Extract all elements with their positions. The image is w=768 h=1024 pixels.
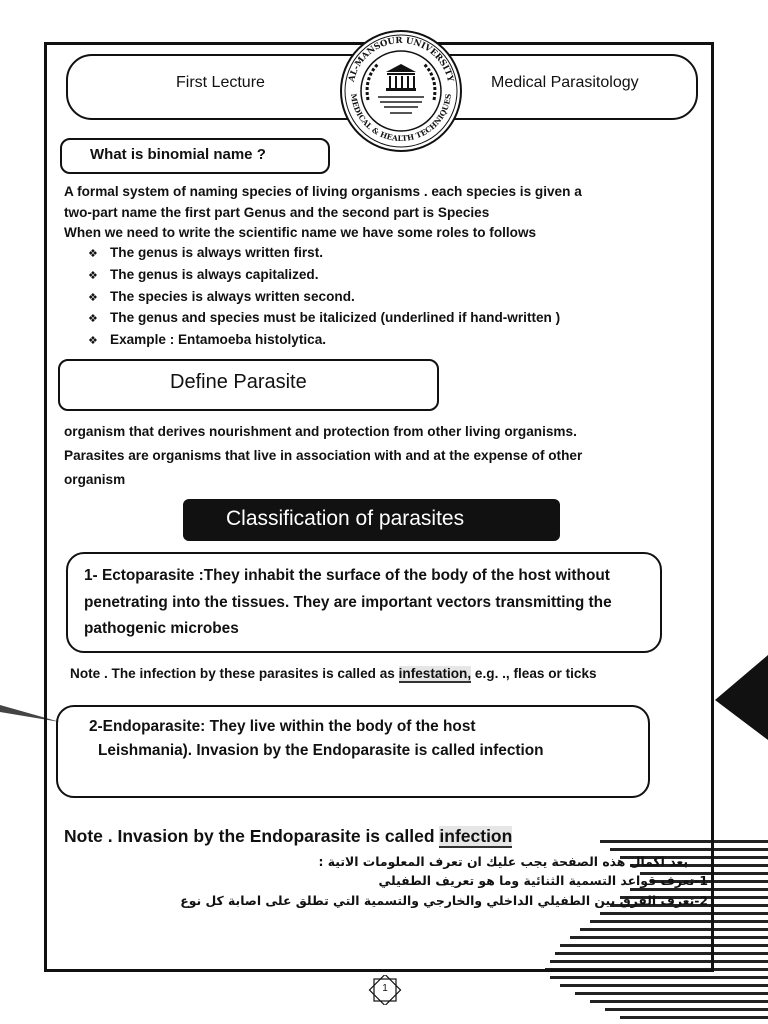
- binomial-rules-list: [88, 243, 560, 352]
- rule-text: The species is always written second.: [110, 288, 355, 304]
- binomial-heading: What is binomial name ?: [90, 146, 266, 163]
- list-item: [88, 287, 560, 309]
- rule-text: The genus is always capitalized.: [110, 266, 319, 282]
- seal-bottom-text: MEDICAL & HEALTH TECHNIQUES: [348, 92, 453, 144]
- parasite-definition-line: Parasites are organisms that live in association with and at the expense of other: [64, 448, 583, 463]
- ectoparasite-text: 1- Ectoparasite :They inhabit the surface of the body of the host without penetrating into the tissues. They are important vectors transmitting the pathogenic microbes: [84, 567, 612, 637]
- highlighted-term: infestation,: [398, 666, 472, 681]
- highlighted-term: infection: [439, 826, 513, 846]
- lecture-title: First Lecture: [176, 74, 265, 91]
- bullet-diamond-icon: ❖: [88, 248, 98, 260]
- list-item: [88, 330, 560, 352]
- rule-text: Example : Entamoeba histolytica.: [110, 332, 327, 348]
- bullet-diamond-icon: ❖: [88, 269, 98, 282]
- bullet-diamond-icon: ❖: [88, 313, 98, 326]
- infestation-note: [70, 666, 597, 681]
- binomial-definition-line: two-part name the first part Genus and the second part is Species: [64, 205, 490, 220]
- bullet-diamond-icon: ❖: [88, 291, 98, 304]
- parasite-definition-line: organism that derives nourishment and protection from other living organisms.: [64, 424, 577, 439]
- parasite-definition-line: organism: [64, 472, 126, 487]
- note-text: e.g. ., fleas or ticks: [471, 666, 597, 681]
- list-item: [88, 243, 560, 265]
- note-text: Note . Invasion by the Endoparasite is called: [64, 826, 440, 846]
- infection-note: [64, 826, 512, 847]
- list-item: [88, 265, 560, 287]
- bullet-diamond-icon: ❖: [88, 335, 98, 348]
- course-title: Medical Parasitology: [491, 74, 639, 91]
- list-item: [88, 308, 560, 330]
- note-text: Note . The infection by these parasites is called as: [70, 666, 399, 681]
- endoparasite-line: 2-Endoparasite: They live within the body of the host: [89, 718, 476, 735]
- rule-text: The genus and species must be italicized (underlined if hand-written ): [110, 310, 561, 326]
- parasite-heading: Define Parasite: [170, 371, 307, 393]
- arabic-objective: 2-تعرف الفرق بين الطفيلي الداخلي والخارجي والتسمية التي تطلق على اصابة كل نوع: [180, 893, 708, 908]
- classification-heading: Classification of parasites: [226, 507, 465, 530]
- endoparasite-line: Leishmania). Invasion by the Endoparasite is called infection: [98, 742, 544, 759]
- arabic-objective: 1-تعرف قواعد التسمية الثنائية وما هو تعريف الطفيلي: [378, 873, 708, 888]
- rule-text: The genus is always written first.: [110, 245, 324, 260]
- binomial-definition-line: A formal system of naming species of living organisms . each species is given a: [64, 184, 582, 199]
- university-seal: [338, 28, 464, 154]
- page-number: 1: [382, 983, 388, 994]
- seal-top-text: AL-MANSOUR UNIVERSITY: [346, 35, 456, 83]
- arabic-objectives-intro: بعد اكمال هذه الصفحة يجب عليك ان تعرف المعلومات الاتية :: [318, 854, 688, 869]
- binomial-rules-intro: When we need to write the scientific name we have some roles to follows: [64, 225, 537, 240]
